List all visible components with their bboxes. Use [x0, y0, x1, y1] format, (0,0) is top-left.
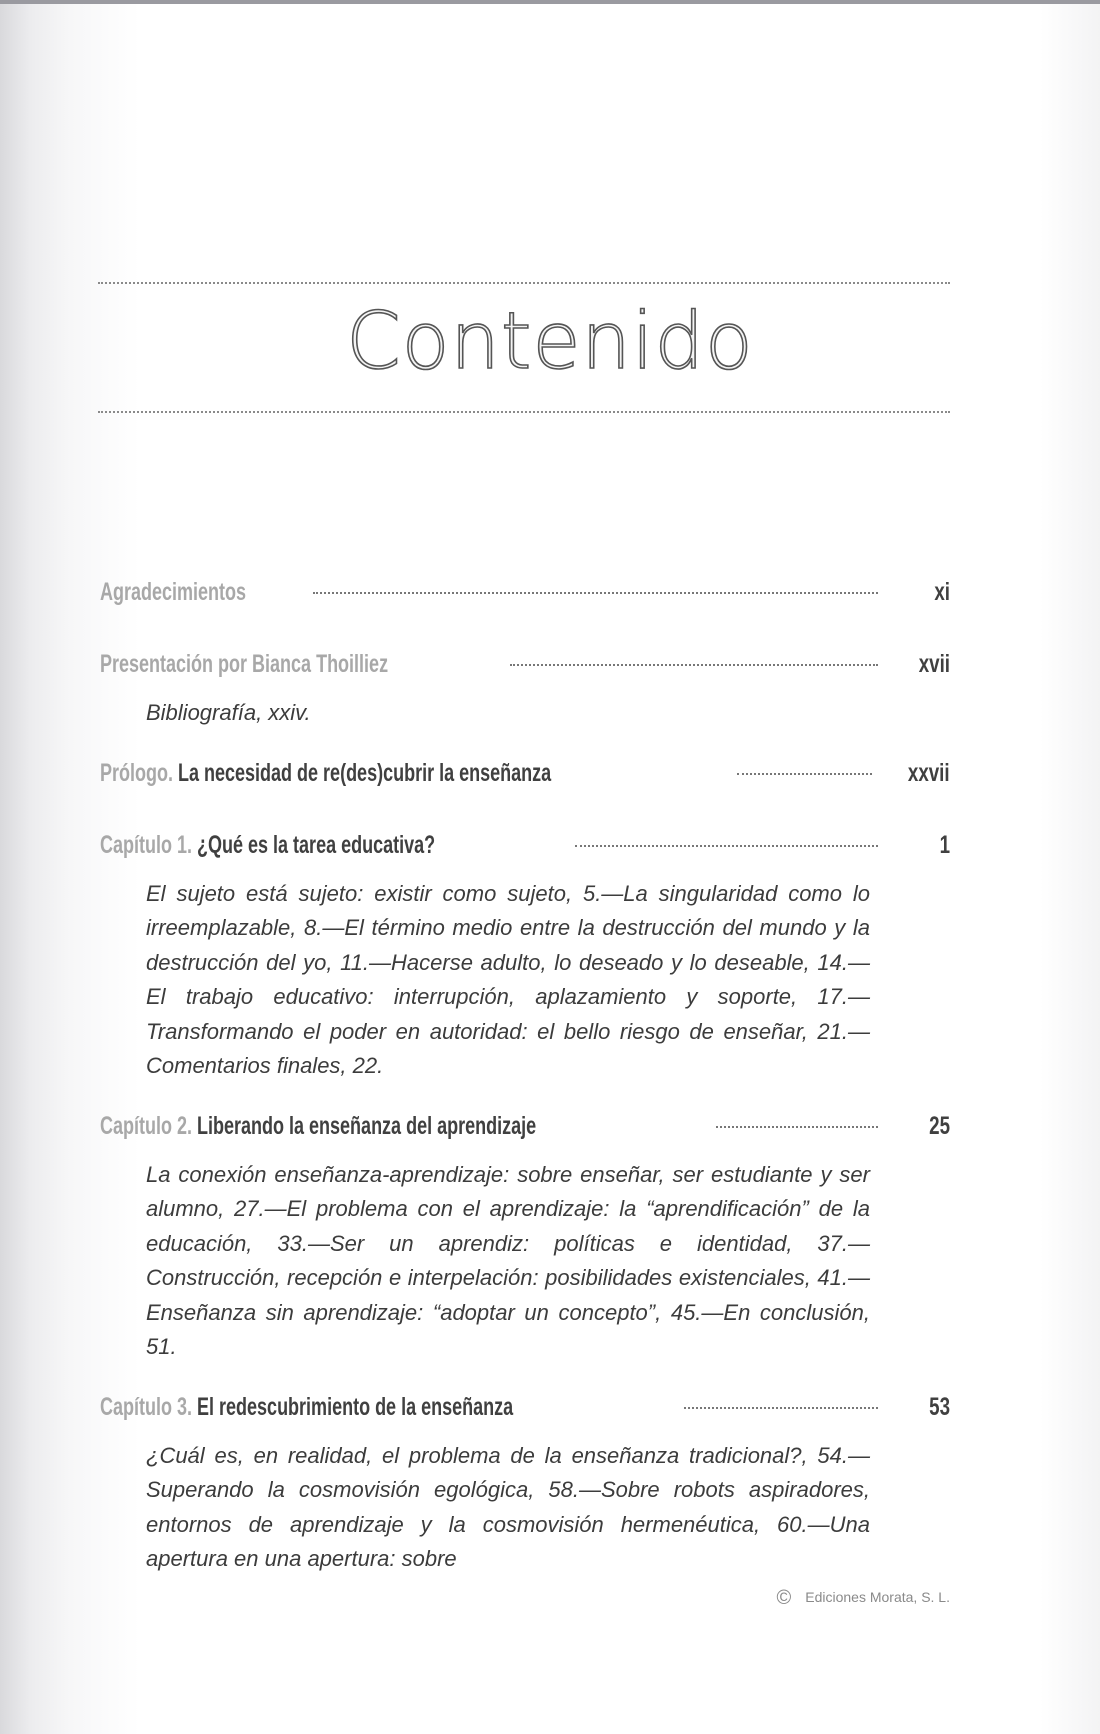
toc-entry-title — [100, 759, 551, 788]
toc-entry-label: Presentación por Bianca Thoilliez — [100, 650, 389, 678]
toc-entry-title — [100, 650, 388, 679]
dot-leader — [313, 592, 878, 594]
dot-leader — [575, 845, 878, 847]
toc-entry-presentacion[interactable] — [100, 650, 950, 731]
table-of-contents — [100, 578, 950, 1605]
toc-entry-head — [100, 578, 950, 622]
dot-leader — [737, 773, 873, 775]
toc-entry-label: Capítulo 2. — [100, 1111, 193, 1140]
toc-entry-capitulo-1[interactable] — [100, 831, 950, 1084]
toc-entry-head — [100, 1393, 950, 1437]
toc-entry-description-text: Bibliografía, xxiv. — [146, 700, 311, 725]
page-title: Contenido — [346, 297, 754, 387]
toc-entry-title-text: La necesidad de re(des)cubrir la enseñanza — [173, 758, 552, 787]
toc-page-number: 53 — [929, 1392, 950, 1421]
title-rule-top — [98, 282, 950, 284]
toc-entry-title — [100, 831, 435, 860]
toc-page-number: 1 — [939, 830, 950, 859]
toc-entry-head — [100, 831, 950, 875]
toc-entry-label: Agradecimientos — [100, 578, 247, 606]
dot-leader — [684, 1407, 878, 1409]
toc-entry-title-text: Liberando la enseñanza del aprendizaje — [192, 1111, 537, 1140]
toc-page-number: xi — [934, 578, 950, 606]
title-rule-bottom — [98, 411, 950, 413]
toc-entry-head — [100, 650, 950, 694]
toc-entry-description: El sujeto está sujeto: existir como sujeto, 5.—La singularidad como lo irreemplazable, 8.—El término medio entre la destrucción del mundo y la destrucción del yo, 11.—Hacerse adulto, lo deseado y lo deseable, 14.—El trabajo educativo: interrupción, aplazamiento y soporte, 17.—Transformando el poder en autoridad: el bello riesgo de enseñar, 21.—Comentarios finales, 22. — [146, 880, 870, 1078]
toc-entry-description: ¿Cuál es, en realidad, el problema de la enseñanza tradicional?, 54.—Superando la cosmovisión egológica, 58.—Sobre robots aspiradores, entornos de aprendizaje y la cosmovisión hermenéutica, 60.—Una apertura en una apertura: sobre — [146, 1442, 870, 1571]
toc-entry-title-text: ¿Qué es la tarea educativa? — [192, 830, 436, 859]
copyright-icon: © — [776, 1587, 792, 1609]
publisher-name: Ediciones Morata, S. L. — [805, 1589, 950, 1605]
toc-page-number: xxvii — [908, 758, 950, 787]
toc-entry-label: Capítulo 3. — [100, 1392, 193, 1421]
toc-entry-label: Prólogo. — [100, 758, 174, 787]
toc-entry-label: Capítulo 1. — [100, 830, 193, 859]
toc-entry-head — [100, 759, 950, 803]
toc-entry-agradecimientos[interactable] — [100, 578, 950, 622]
toc-entry-head — [100, 1112, 950, 1156]
toc-entry-description: La conexión enseñanza-aprendizaje: sobre enseñar, ser estudiante y ser alumno, 27.—El problema con el aprendizaje: la “aprendificación” de la educación, 33.—Ser un aprendiz: políticas e identidad, 37.—Construcción, recepción e interpelación: posibilidades existenciales, 41.—Enseñanza sin aprendizaje: “adoptar un concepto”, 45.—En conclusión, 51. — [146, 1161, 870, 1359]
page-footer — [700, 1585, 950, 1608]
toc-entry-title-text: El redescubrimiento de la enseñanza — [192, 1392, 514, 1421]
toc-entry-capitulo-3[interactable] — [100, 1393, 950, 1577]
toc-entry-capitulo-2[interactable] — [100, 1112, 950, 1365]
dot-leader — [716, 1126, 878, 1128]
toc-entry-description — [146, 696, 870, 731]
toc-entry-title — [100, 578, 246, 607]
dot-leader — [510, 664, 878, 666]
toc-entry-title — [100, 1393, 513, 1422]
toc-entry-prologo[interactable] — [100, 759, 950, 803]
page-top-edge — [0, 0, 1100, 4]
toc-page-number: xvii — [918, 650, 950, 678]
toc-entry-title — [100, 1112, 536, 1141]
toc-page-number: 25 — [929, 1111, 950, 1140]
